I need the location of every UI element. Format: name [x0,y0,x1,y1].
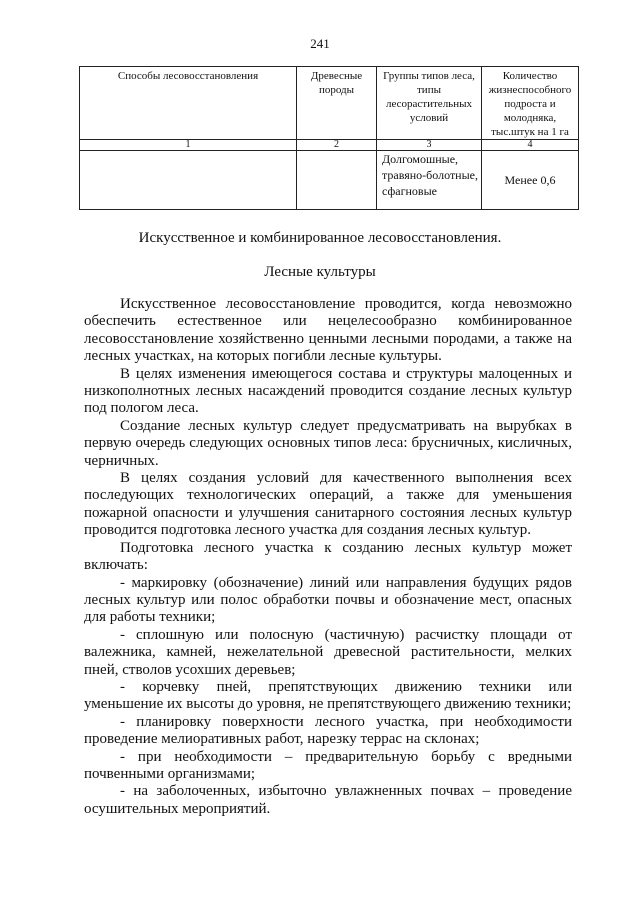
column-number: 2 [297,140,377,151]
table-column-number-row [80,140,579,151]
body-text [84,296,572,818]
table-cell [80,151,297,210]
list-item: - на заболоченных, избыточно увлажненных почвах – проведение осушительных мероприятий. [84,783,572,817]
header-tree-species: Древесные породы [297,67,377,140]
paragraph: Искусственное лесовосстановление проводится, когда невозможно обеспечить естественное или нецелесообразно комбинированное лесовосстановление хозяйственно ценными лесными породами, а также на лесных участках, на которых погибли лесные культуры. [84,296,572,365]
section-heading: Искусственное и комбинированное лесовосстановления. [138,230,502,246]
list-item: - при необходимости – предварительную борьбу с вредными почвенными организмами; [84,748,572,782]
paragraph: Создание лесных культур следует предусматривать на вырубках в первую очередь следующих основных типов леса: брусничных, кисличных, черничных. [84,417,572,469]
paragraph: Подготовка лесного участка к созданию лесных культур может включать: [84,539,572,574]
list-item: - планировку поверхности лесного участка, при необходимости проведение мелиоративных работ, нарезку террас на склонах; [84,713,572,748]
subsection-heading: Лесные культуры [264,264,376,280]
header-methods: Способы лесовосстановления [80,67,297,140]
header-undergrowth-quantity: Количество жизнеспособного подроста и молодняка, тыс.штук на 1 га [482,67,579,140]
table-cell-forest-types: Долгомошные, травяно-болотные, сфагновые [377,151,482,210]
reforestation-table [79,66,579,210]
column-number: 4 [482,140,579,151]
list-item: - корчевку пней, препятствующих движению техники или уменьшение их высоты до уровня, не препятствующего движению техники; [84,678,572,713]
paragraph: В целях создания условий для качественного выполнения всех последующих технологических операций, а также для уменьшения пожарной опасности и улучшения санитарного состояния лесных культур проводится подготовка лесного участка для создания лесных культур. [84,470,572,539]
page-number: 241 [310,36,330,51]
list-item: - маркировку (обозначение) линий или направления будущих рядов лесных культур или полос обработки почвы и обозначение мест, опасных для работы техники; [84,574,572,626]
table-header-row [80,67,579,140]
table-cell [297,151,377,210]
column-number: 3 [377,140,482,151]
paragraph: В целях изменения имеющегося состава и структуры малоценных и низкополнотных лесных насаждений проводится создание лесных культур под пологом леса. [84,365,572,417]
header-forest-types: Группы типов леса, типы лесорастительных условий [377,67,482,140]
table-cell-quantity: Менее 0,6 [482,151,579,210]
table-row [80,151,579,210]
column-number: 1 [80,140,297,151]
list-item: - сплошную или полосную (частичную) расчистку площади от валежника, камней, нежелательной древесной растительности, мелких пней, стволов усохших деревьев; [84,626,572,678]
